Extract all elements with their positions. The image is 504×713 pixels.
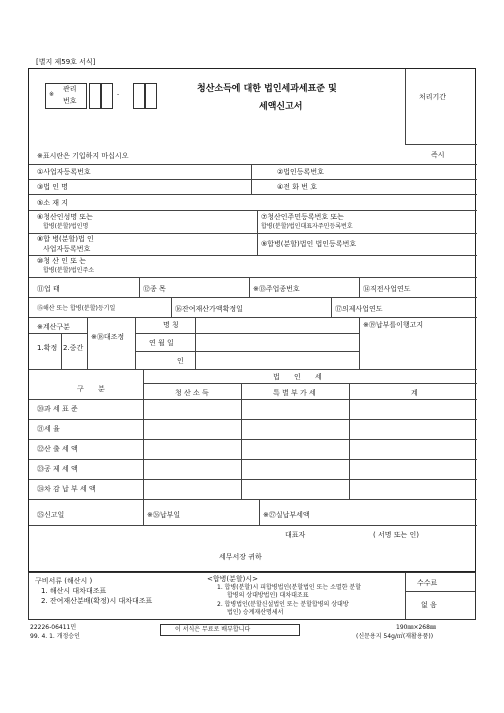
col-total: 계 <box>411 389 418 397</box>
attach-left-item-1: 1. 해산시 대차대조표 <box>41 587 107 595</box>
tax-office-recipient: 세무서장 귀하 <box>219 553 262 561</box>
attach-left-item-2: 2. 잔여재산분배(확정)시 대차대조표 <box>41 597 153 605</box>
main-biz-code-label: ※⑬주업종번호 <box>253 285 300 293</box>
calc-option-interim[interactable]: 2.중간 <box>63 344 84 352</box>
payment-date-label: ※㉖납부일 <box>147 511 181 519</box>
free-distribution-box <box>160 624 300 636</box>
attachments-box <box>28 572 476 620</box>
fee-value: 없 음 <box>421 601 437 609</box>
report-date-label: ㉕신고일 <box>37 511 65 519</box>
attach-right-item-1b: 합병의 상대방법인) 대차대조표 <box>227 592 309 599</box>
phone-label: ④전 화 번 호 <box>277 183 317 191</box>
form-title-line2: 세액신고서 <box>259 102 303 112</box>
liquidator-addr-label-1: ⑩청 산 인 또 는 <box>37 257 86 265</box>
liquidator-name-label-2: 합병(분할)법인명 <box>43 223 89 230</box>
row-tax-base: ⑳과 세 표 준 <box>37 405 78 413</box>
signature-note[interactable]: ( 서명 또는 인) <box>373 531 419 539</box>
merge-biz-no-label-1: ⑧합 병(분할)법 인 <box>37 235 94 243</box>
mgmt-mark: ※ <box>49 91 55 98</box>
calc-option-final[interactable]: 1.확정 <box>37 344 58 352</box>
tax-agent-adj-label: ※⑱대조정 <box>91 333 125 341</box>
actual-payment-label: ※㉗실납부세액 <box>263 511 310 519</box>
corp-name-label: ③법 인 명 <box>37 183 69 191</box>
liquidator-name-label-1: ⑥청산인성명 또는 <box>37 213 93 221</box>
agent-seal-label: 인 <box>177 357 184 365</box>
dissolution-date-label: ⑮해산 또는 합병(분할)등기일 <box>37 305 116 312</box>
paper-type: (신문용지 54g/㎡(재활용품)) <box>356 633 434 640</box>
col-liquidation-income: 청 산 소 득 <box>175 389 209 397</box>
attach-right-title: <합병(분할)시> <box>207 575 259 583</box>
mgmt-no-cell-2[interactable] <box>101 83 113 109</box>
address-label: ⑤소 재 지 <box>37 199 69 207</box>
representative-label: 대표자 <box>285 531 306 539</box>
item-label: ⑫종 목 <box>143 285 166 293</box>
mgmt-label-1: 관리 <box>63 85 77 93</box>
row-net-payable: ㉔차 감 납 부 세 액 <box>37 485 96 493</box>
form-note: ※표시란은 기입하지 마십시오 <box>37 152 129 160</box>
mgmt-label-2: 번호 <box>63 97 77 105</box>
form-title-line1: 청산소득에 대한 법인세과세표준 및 <box>197 84 337 94</box>
form-code: 22226-06411민 <box>30 624 77 631</box>
mgmt-no-cell-3[interactable] <box>133 83 145 109</box>
calc-type-label: ※계산구분 <box>37 323 70 331</box>
mgmt-dash: - <box>117 91 120 98</box>
attach-right-item-1a: 1. 합병(분할)시 피합병법인(분할법인 또는 소멸한 분할 <box>217 584 361 591</box>
mgmt-no-cell-4[interactable] <box>145 83 157 109</box>
row-tax-rate: ㉑세 율 <box>37 425 60 433</box>
form-number: [별지 제59호 서식] <box>36 58 96 66</box>
row-deduction: ㉓공 제 세 액 <box>37 465 78 473</box>
liquidator-id-label-2: 합병(분할)법인대표자주민등록번호 <box>261 223 353 230</box>
tax-year-label: ⑰의제사업연도 <box>335 305 383 313</box>
processing-period-value: 즉시 <box>431 151 445 159</box>
merge-corp-reg-label: ⑨합병(분할)법인 법인등록번호 <box>261 240 357 248</box>
approval-date: 99. 4. 1. 개정승인 <box>30 633 80 640</box>
liquidator-id-label-1: ⑦청산인주민등록번호 또는 <box>261 213 344 221</box>
processing-period-label: 처리기간 <box>419 93 447 101</box>
row-calculated-tax: ㉒산 출 세 액 <box>37 445 78 453</box>
liquidator-addr-label-2: 합병(분할)법인주소 <box>43 267 95 274</box>
mgmt-no-cell-1[interactable] <box>89 83 101 109</box>
free-distribution-notice: 이 서식은 무료로 배부합니다 <box>175 626 251 633</box>
agent-date-label: 연 월 일 <box>149 339 174 347</box>
agent-name-label: 명 칭 <box>163 321 179 329</box>
fee-label: 수수료 <box>417 579 438 587</box>
col-special-surtax: 특 별 부 가 세 <box>273 389 316 397</box>
section-label: 구 분 <box>77 385 111 393</box>
residual-confirm-date-label: ⑯잔여재산가액확정일 <box>175 305 243 313</box>
installment-notice-label: ※⑲납부를이행고지 <box>363 321 424 329</box>
biz-reg-no-label: ①사업자등록번호 <box>37 168 91 176</box>
corp-reg-no-label: ②법인등록번호 <box>277 168 324 176</box>
tax-report-form <box>28 68 476 572</box>
attach-left-title: 구비서류 (해산시 ) <box>35 577 93 585</box>
last-biz-year-label: ⑭직전사업연도 <box>363 285 411 293</box>
attach-right-item-2b: 법인) 승계재산명세서 <box>227 609 284 616</box>
paper-size: 190㎜×268㎜ <box>396 624 436 631</box>
merge-biz-no-label-2: 사업자등록번호 <box>43 245 91 253</box>
attach-right-item-2a: 2. 합병법인(분할신설법인 또는 분할합병의 상대방 <box>217 601 349 608</box>
corp-tax-label: 법 인 세 <box>273 373 328 381</box>
business-type-label: ⑪업 태 <box>37 285 60 293</box>
